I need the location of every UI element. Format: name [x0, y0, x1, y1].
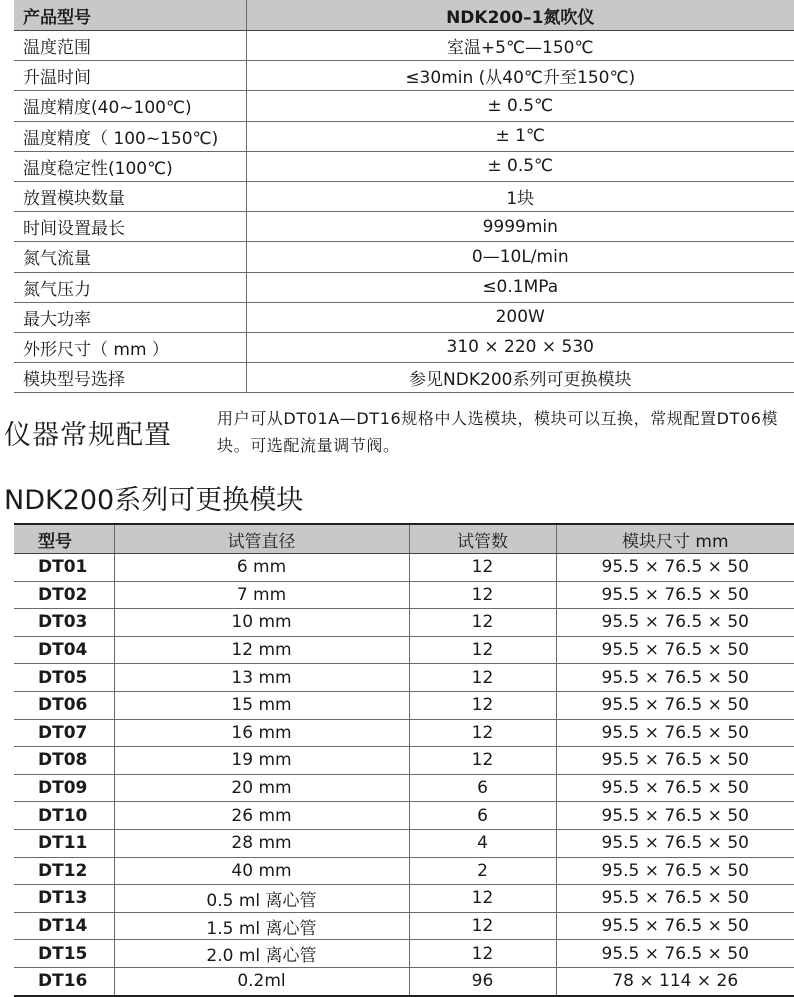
spec-row [14, 181, 794, 211]
module-size: 95.5 × 76.5 × 50 [556, 719, 794, 747]
spec-row [14, 212, 794, 242]
module-model: DT16 [14, 967, 114, 995]
spec-row [14, 272, 794, 302]
spec-value: 室温+5℃—150℃ [246, 31, 794, 61]
table-row [14, 802, 794, 830]
module-diameter: 10 mm [114, 609, 409, 637]
col-header-diameter: 试管直径 [114, 524, 409, 554]
module-tube-count: 2 [409, 857, 556, 885]
table-row [14, 719, 794, 747]
modules-header-row [14, 524, 794, 554]
spec-row [14, 302, 794, 332]
col-header-model: 型号 [14, 524, 114, 554]
table-row [14, 691, 794, 719]
module-model: DT01 [14, 554, 114, 582]
module-diameter: 12 mm [114, 636, 409, 664]
spec-row [14, 91, 794, 121]
module-size: 95.5 × 76.5 × 50 [556, 691, 794, 719]
module-model: DT12 [14, 857, 114, 885]
module-size: 95.5 × 76.5 × 50 [556, 829, 794, 857]
spec-value: 310 × 220 × 530 [246, 332, 794, 362]
spec-header-label: 产品型号 [14, 0, 246, 31]
module-diameter: 40 mm [114, 857, 409, 885]
spec-label: 升温时间 [14, 61, 246, 91]
spec-value: 1块 [246, 181, 794, 211]
spec-value: 0—10L/min [246, 242, 794, 272]
module-size: 95.5 × 76.5 × 50 [556, 609, 794, 637]
module-model: DT05 [14, 664, 114, 692]
module-model: DT06 [14, 691, 114, 719]
modules-title: NDK200系列可更换模块 [4, 485, 304, 516]
module-size: 95.5 × 76.5 × 50 [556, 885, 794, 913]
module-tube-count: 12 [409, 940, 556, 968]
spec-label: 模块型号选择 [14, 363, 246, 393]
module-tube-count: 12 [409, 885, 556, 913]
spec-label: 外形尺寸（ mm ） [14, 332, 246, 362]
module-diameter: 2.0 ml 离心管 [114, 940, 409, 968]
module-model: DT15 [14, 940, 114, 968]
table-row [14, 967, 794, 995]
spec-label: 时间设置最长 [14, 212, 246, 242]
spec-header-row [14, 0, 794, 31]
module-diameter: 16 mm [114, 719, 409, 747]
module-size: 95.5 × 76.5 × 50 [556, 857, 794, 885]
module-model: DT08 [14, 747, 114, 775]
spec-row [14, 31, 794, 61]
module-diameter: 19 mm [114, 747, 409, 775]
module-model: DT04 [14, 636, 114, 664]
module-tube-count: 96 [409, 967, 556, 995]
col-header-count: 试管数 [409, 524, 556, 554]
module-diameter: 26 mm [114, 802, 409, 830]
module-size: 95.5 × 76.5 × 50 [556, 940, 794, 968]
spec-label: 氮气流量 [14, 242, 246, 272]
table-row [14, 664, 794, 692]
module-tube-count: 4 [409, 829, 556, 857]
spec-value: ≤30min (从40℃升至150℃) [246, 61, 794, 91]
module-model: DT03 [14, 609, 114, 637]
module-size: 95.5 × 76.5 × 50 [556, 636, 794, 664]
spec-row [14, 61, 794, 91]
module-tube-count: 12 [409, 691, 556, 719]
module-tube-count: 12 [409, 609, 556, 637]
module-size: 95.5 × 76.5 × 50 [556, 747, 794, 775]
module-diameter: 0.2ml [114, 967, 409, 995]
spec-row [14, 151, 794, 181]
module-model: DT07 [14, 719, 114, 747]
spec-table [14, 0, 794, 393]
module-tube-count: 12 [409, 554, 556, 582]
spec-label: 温度精度（ 100~150℃) [14, 121, 246, 151]
spec-header-value: NDK200–1氮吹仪 [246, 0, 794, 31]
spec-value: ± 1℃ [246, 121, 794, 151]
module-size: 95.5 × 76.5 × 50 [556, 664, 794, 692]
module-tube-count: 6 [409, 802, 556, 830]
table-row [14, 581, 794, 609]
module-diameter: 13 mm [114, 664, 409, 692]
spec-label: 氮气压力 [14, 272, 246, 302]
module-tube-count: 12 [409, 747, 556, 775]
table-row [14, 940, 794, 968]
module-size: 95.5 × 76.5 × 50 [556, 774, 794, 802]
spec-value: 参见NDK200系列可更换模块 [246, 363, 794, 393]
spec-row [14, 332, 794, 362]
spec-row [14, 121, 794, 151]
module-model: DT11 [14, 829, 114, 857]
module-size: 78 × 114 × 26 [556, 967, 794, 995]
spec-label: 温度精度(40~100℃) [14, 91, 246, 121]
table-row [14, 609, 794, 637]
module-diameter: 1.5 ml 离心管 [114, 912, 409, 940]
spec-label: 温度范围 [14, 31, 246, 61]
module-tube-count: 12 [409, 664, 556, 692]
module-diameter: 20 mm [114, 774, 409, 802]
module-size: 95.5 × 76.5 × 50 [556, 802, 794, 830]
module-model: DT14 [14, 912, 114, 940]
module-tube-count: 12 [409, 636, 556, 664]
table-row [14, 912, 794, 940]
module-tube-count: 12 [409, 719, 556, 747]
table-row [14, 636, 794, 664]
table-row [14, 829, 794, 857]
spec-label: 温度稳定性(100℃) [14, 151, 246, 181]
table-row [14, 774, 794, 802]
spec-row [14, 242, 794, 272]
module-model: DT13 [14, 885, 114, 913]
module-tube-count: 12 [409, 581, 556, 609]
module-tube-count: 6 [409, 774, 556, 802]
module-model: DT02 [14, 581, 114, 609]
module-size: 95.5 × 76.5 × 50 [556, 912, 794, 940]
module-tube-count: 12 [409, 912, 556, 940]
module-diameter: 7 mm [114, 581, 409, 609]
spec-label: 最大功率 [14, 302, 246, 332]
module-size: 95.5 × 76.5 × 50 [556, 581, 794, 609]
table-row [14, 885, 794, 913]
config-text: 用户可从DT01A—DT16规格中人选模块，模块可以互换，常规配置DT06模块。可选配流量调节阀。 [217, 409, 779, 455]
module-model: DT10 [14, 802, 114, 830]
table-row [14, 554, 794, 582]
spec-value: 9999min [246, 212, 794, 242]
modules-table [14, 523, 794, 997]
table-row [14, 747, 794, 775]
module-diameter: 15 mm [114, 691, 409, 719]
module-model: DT09 [14, 774, 114, 802]
module-size: 95.5 × 76.5 × 50 [556, 554, 794, 582]
col-header-size: 模块尺寸 mm [556, 524, 794, 554]
module-diameter: 28 mm [114, 829, 409, 857]
spec-row [14, 363, 794, 393]
spec-label: 放置模块数量 [14, 181, 246, 211]
spec-value: 200W [246, 302, 794, 332]
spec-value: ± 0.5℃ [246, 151, 794, 181]
spec-value: ± 0.5℃ [246, 91, 794, 121]
config-title: 仪器常规配置 [4, 420, 172, 451]
spec-value: ≤0.1MPa [246, 272, 794, 302]
table-row [14, 857, 794, 885]
module-diameter: 0.5 ml 离心管 [114, 885, 409, 913]
module-diameter: 6 mm [114, 554, 409, 582]
